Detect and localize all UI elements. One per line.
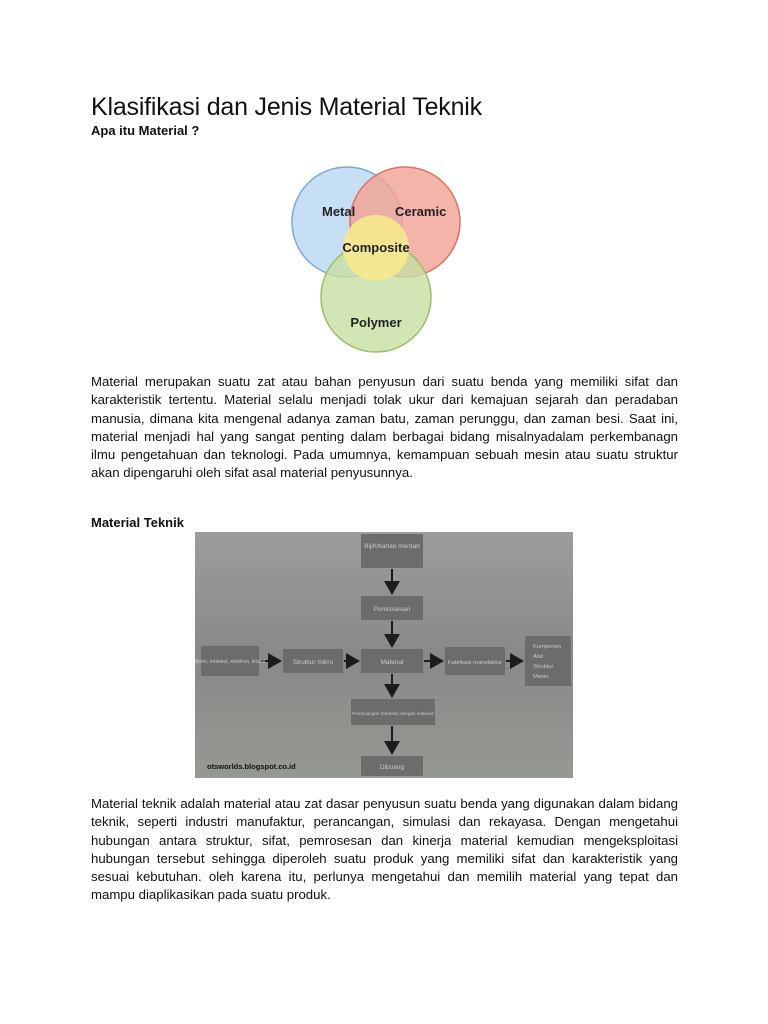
flow-label-alat: Alat xyxy=(533,654,543,660)
document-page xyxy=(91,92,678,903)
flow-label-mesin: Mesin xyxy=(533,674,549,680)
flow-label-struktur-mikro: Struktur mikro xyxy=(292,659,334,666)
flow-label-fabrikasi: Fabrikasi manufaktur xyxy=(447,660,503,666)
flow-label-pembuangan: Pembuangan (berkala) dengan mekanis xyxy=(352,711,434,716)
flow-label-pemrosesan: Pemrosesan xyxy=(373,606,411,613)
venn-label-ceramic: Ceramic xyxy=(395,204,447,219)
flow-label-atom: Atom, molekul, elektron, kristal xyxy=(195,659,266,665)
section-heading-material-teknik: Material Teknik xyxy=(91,515,184,530)
venn-diagram xyxy=(291,164,461,356)
flow-label-komponen: Komponen xyxy=(533,644,562,650)
flow-box-bijih xyxy=(361,534,423,568)
venn-label-metal: Metal xyxy=(322,204,356,219)
paragraph-material-teknik: Material teknik adalah material atau zat dasar penyusun suatu benda yang digunakan dalam bidang teknik, seperti industri manufaktur, perancangan, simulasi dan rekayasa. Dengan mengetahui hubungan antara struktur, sifat, pemrosesan dan kinerja material kemudian mengeksploitasi hubungan tersebut sehingga diperoleh suatu produk yang memiliki sifat dan karakteristik yang sesuai kebutuhan. oleh karena itu, perlunya mengetahui dan memilih material yang tepat dan mampu diaplikasikan pada suatu produk. xyxy=(91,796,678,903)
section-heading-apa-itu-material: Apa itu Material ? xyxy=(91,123,200,138)
watermark-text: otsworlds.blogspot.co.id xyxy=(207,762,296,771)
paragraph-material: Material merupakan suatu zat atau bahan penyusun dari suatu benda yang memiliki sifat dan karakteristik tertentu. Material selalu menjadi tolak ukur dari kemajuan sejarah dan peradaban manusia, dimana kita mengenal adanya zaman batu, zaman perunggu, dan zaman besi. Saat ini, material menjadi hal yang sangat penting dalam berbagai bidang misalnyadalam perkembanagn ilmu pengetahuan dan teknologi. Pada umumnya, kemampuan sebuah mesin atau suatu struktur akan dipengaruhi oleh sifat asal material penyusunnya. xyxy=(91,374,678,481)
venn-label-composite: Composite xyxy=(342,240,410,255)
flow-label-struktur: Struktur xyxy=(533,664,554,670)
flow-label-bijih: Bijih/bahan mentah xyxy=(364,543,420,550)
flow-label-dibuang: Dibuang xyxy=(379,764,405,771)
page-title: Klasifikasi dan Jenis Material Teknik xyxy=(91,93,482,121)
flow-label-material: Material xyxy=(380,659,404,666)
venn-label-polymer: Polymer xyxy=(350,315,402,330)
flowchart-image xyxy=(195,532,573,778)
